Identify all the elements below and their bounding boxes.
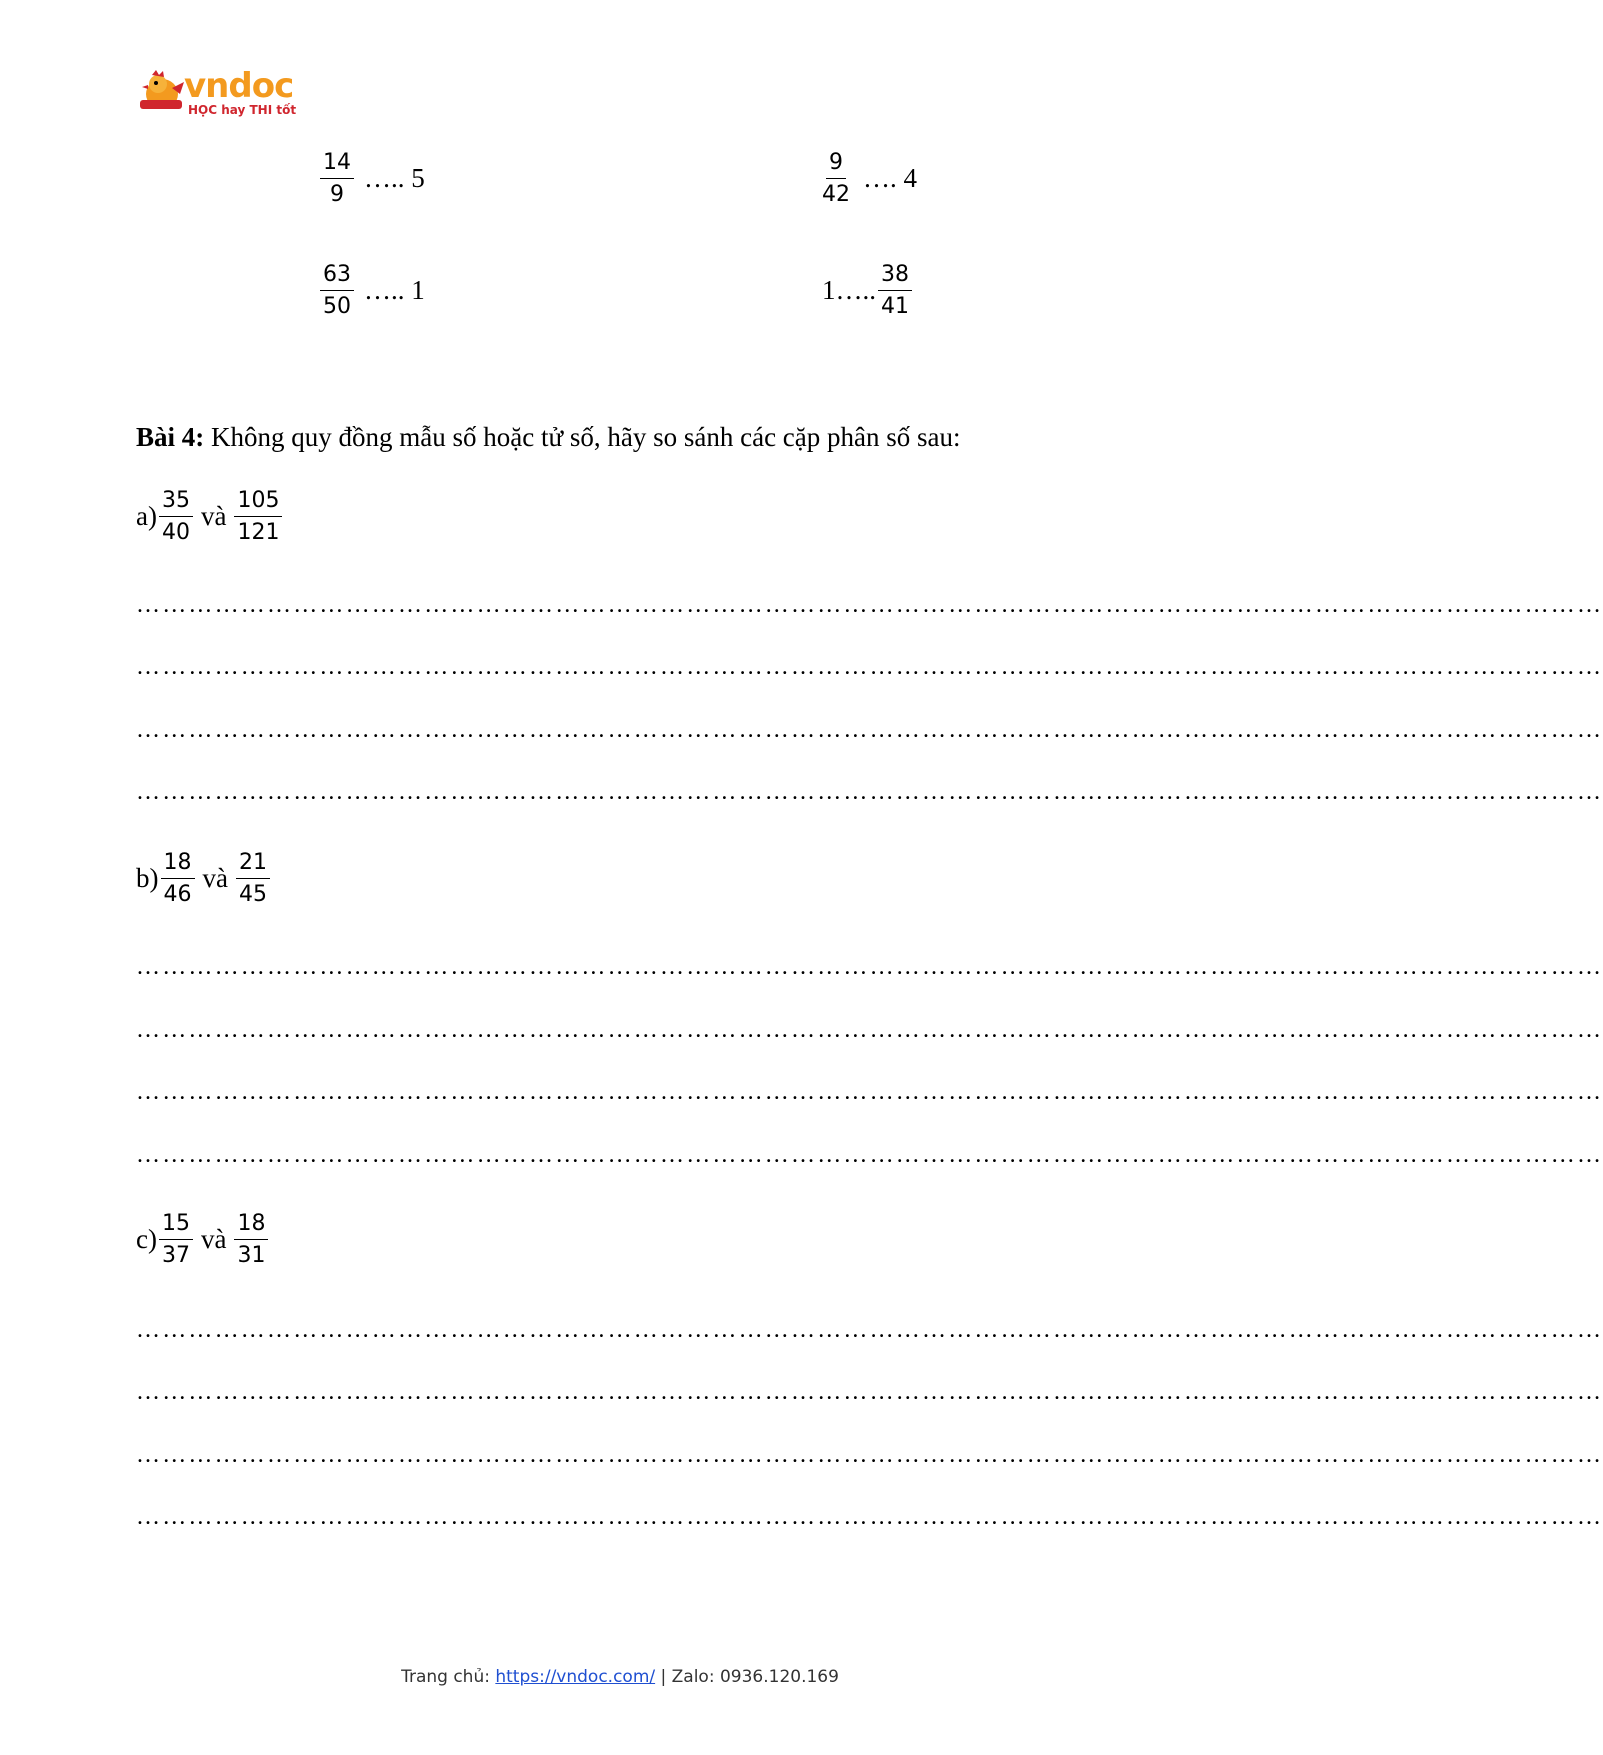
- answer-line[interactable]: ……………………………………………………………………………………………………………………………………………………: [136, 592, 1603, 618]
- chicken-mascot-icon: [136, 70, 186, 116]
- fraction: [159, 1211, 193, 1269]
- joiner-text: và: [200, 501, 227, 532]
- page-footer: [0, 1667, 1240, 1687]
- denominator: 46: [163, 882, 192, 908]
- answer-line[interactable]: ……………………………………………………………………………………………………………………………………………………: [136, 1317, 1603, 1343]
- fraction: [819, 150, 853, 208]
- comparison-blank: ….. 1: [364, 275, 425, 306]
- homepage-link[interactable]: https://vndoc.com/: [495, 1667, 656, 1687]
- comparison-1: [318, 150, 425, 208]
- numerator: 9: [826, 150, 846, 179]
- answer-line[interactable]: ……………………………………………………………………………………………………………………………………………………: [136, 1079, 1603, 1105]
- answer-line[interactable]: ……………………………………………………………………………………………………………………………………………………: [136, 1442, 1603, 1468]
- denominator: 37: [161, 1243, 190, 1269]
- denominator: 42: [822, 182, 850, 208]
- comparison-3: [318, 262, 425, 320]
- fraction: [320, 262, 354, 320]
- comparison-blank: 1…..: [822, 275, 876, 306]
- item-b: [136, 850, 272, 908]
- answer-line[interactable]: ……………………………………………………………………………………………………………………………………………………: [136, 1142, 1603, 1168]
- joiner-text: và: [200, 1224, 227, 1255]
- item-c: [136, 1211, 270, 1269]
- item-label: a): [136, 501, 157, 532]
- fraction: [234, 488, 282, 546]
- fraction: [320, 150, 354, 208]
- answer-line[interactable]: ……………………………………………………………………………………………………………………………………………………: [136, 1379, 1603, 1405]
- vndoc-logo: [136, 66, 297, 122]
- logo-tagline: HỌC hay THI tốt: [188, 103, 297, 117]
- answer-line[interactable]: ……………………………………………………………………………………………………………………………………………………: [136, 954, 1603, 980]
- fraction: [161, 850, 195, 908]
- numerator: 38: [878, 262, 912, 291]
- fraction: [878, 262, 912, 320]
- footer-prefix: Trang chủ:: [401, 1667, 496, 1687]
- item-a: [136, 488, 284, 546]
- item-label: c): [136, 1224, 157, 1255]
- answer-line[interactable]: ……………………………………………………………………………………………………………………………………………………: [136, 717, 1603, 743]
- denominator: 50: [323, 294, 351, 320]
- answer-line[interactable]: ……………………………………………………………………………………………………………………………………………………: [136, 654, 1603, 680]
- comparison-blank: ….. 5: [364, 163, 425, 194]
- denominator: 9: [330, 182, 344, 208]
- comparison-2: [817, 150, 917, 208]
- comparison-4: [822, 262, 914, 320]
- numerator: 14: [320, 150, 354, 179]
- numerator: 18: [234, 1211, 268, 1240]
- numerator: 63: [320, 262, 354, 291]
- fraction: [236, 850, 270, 908]
- joiner-text: và: [202, 863, 228, 894]
- fraction: [234, 1211, 268, 1269]
- comparison-blank: …. 4: [863, 163, 917, 194]
- numerator: 18: [161, 850, 195, 879]
- problem-text: Không quy đồng mẫu số hoặc tử số, hãy so sánh các cặp phân số sau:: [204, 422, 961, 452]
- numerator: 21: [236, 850, 270, 879]
- problem-label: Bài 4:: [136, 422, 205, 452]
- numerator: 15: [159, 1211, 193, 1240]
- fraction: [159, 488, 193, 546]
- numerator: 35: [159, 488, 193, 517]
- logo-wordmark: vndoc: [184, 66, 294, 106]
- item-label: b): [136, 863, 159, 894]
- numerator: 105: [234, 488, 282, 517]
- footer-contact: | Zalo: 0936.120.169: [655, 1667, 839, 1687]
- denominator: 45: [238, 882, 267, 908]
- answer-line[interactable]: ……………………………………………………………………………………………………………………………………………………: [136, 779, 1603, 805]
- answer-line[interactable]: ……………………………………………………………………………………………………………………………………………………: [136, 1017, 1603, 1043]
- denominator: 41: [881, 294, 909, 320]
- denominator: 40: [161, 520, 190, 546]
- denominator: 31: [237, 1243, 266, 1269]
- problem-heading: [136, 422, 961, 453]
- answer-line[interactable]: ……………………………………………………………………………………………………………………………………………………: [136, 1504, 1603, 1530]
- denominator: 121: [237, 520, 280, 546]
